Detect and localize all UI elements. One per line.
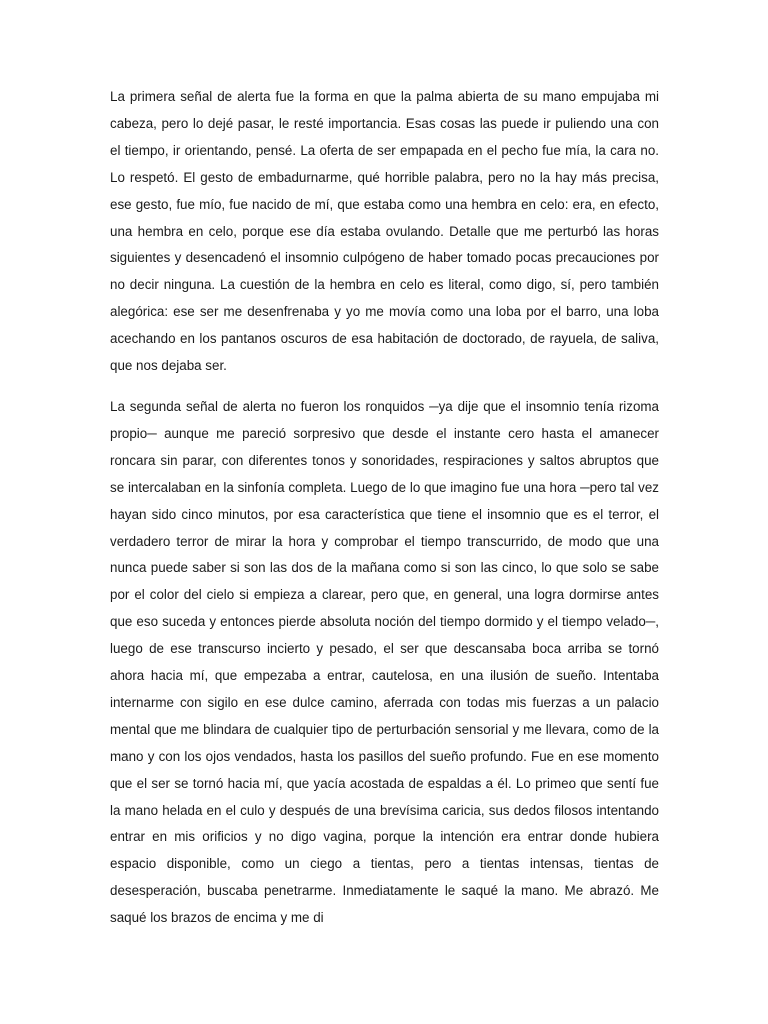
paragraph-1: La primera señal de alerta fue la forma en que la palma abierta de su mano empujaba mi cabeza, pero lo dejé pasar, le resté importancia. Esas cosas las puede ir puliendo una con el tiempo, ir orientando, pensé. La oferta de ser empapada en el pecho fue mía, la cara no. Lo respetó. El gesto de embadurnarme, qué horrible palabra, pero no la hay más precisa, ese gesto, fue mío, fue nacido de mí, que estaba como una hembra en celo: era, en efecto, una hembra en celo, porque ese día estaba ovulando. Detalle que me perturbó las horas siguientes y desencadenó el insomnio culpógeno de haber tomado pocas precauciones por no decir ninguna. La cuestión de la hembra en celo es literal, como digo, sí, pero también alegórica: ese ser me desenfrenaba y yo me movía como una loba por el barro, una loba acechando en los pantanos oscuros de esa habitación de doctorado, de rayuela, de saliva, que nos dejaba ser. xyxy=(110,89,659,374)
paragraph-2: La segunda señal de alerta no fueron los ronquidos ─ya dije que el insomnio tenía rizoma propio─ aunque me pareció sorpresivo que desde el instante cero hasta el amanecer roncara sin parar, con diferentes tonos y sonoridades, respiraciones y saltos abruptos que se intercalaban en la sinfonía completa. Luego de lo que imagino fue una hora ─pero tal vez hayan sido cinco minutos, por esa característica que tiene el insomnio que es el terror, el verdadero terror de mirar la hora y comprobar el tiempo transcurrido, de modo que una nunca puede saber si son las dos de la mañana como si son las cinco, lo que solo se sabe por el color del cielo si empieza a clarear, pero que, en general, una logra dormirse antes que eso suceda y entonces pierde absoluta noción del tiempo dormido y el tiempo velado─, luego de ese transcurso incierto y pesado, el ser que descansaba boca arriba se tornó ahora hacia mí, que empezaba a entrar, cautelosa, en una ilusión de sueño. Intentaba internarme con sigilo en ese dulce camino, aferrada con todas mis fuerzas a un palacio mental que me blindara de cualquier tipo de perturbación sensorial y me llevara, como de la mano y con los ojos vendados, hasta los pasillos del sueño profundo. Fue en ese momento que el ser se tornó hacia mí, que yacía acostada de espaldas a él. Lo primeo que sentí fue la mano helada en el culo y después de una brevísima caricia, sus dedos filosos intentando entrar en mis orificios y no digo vagina, porque la intención era entrar donde hubiera espacio disponible, como un ciego a tientas, pero a tientas intensas, tientas de desesperación, buscaba penetrarme. Inmediatamente le saqué la mano. Me abrazó. Me saqué los brazos de encima y me di xyxy=(110,398,659,926)
document-body xyxy=(110,84,659,932)
